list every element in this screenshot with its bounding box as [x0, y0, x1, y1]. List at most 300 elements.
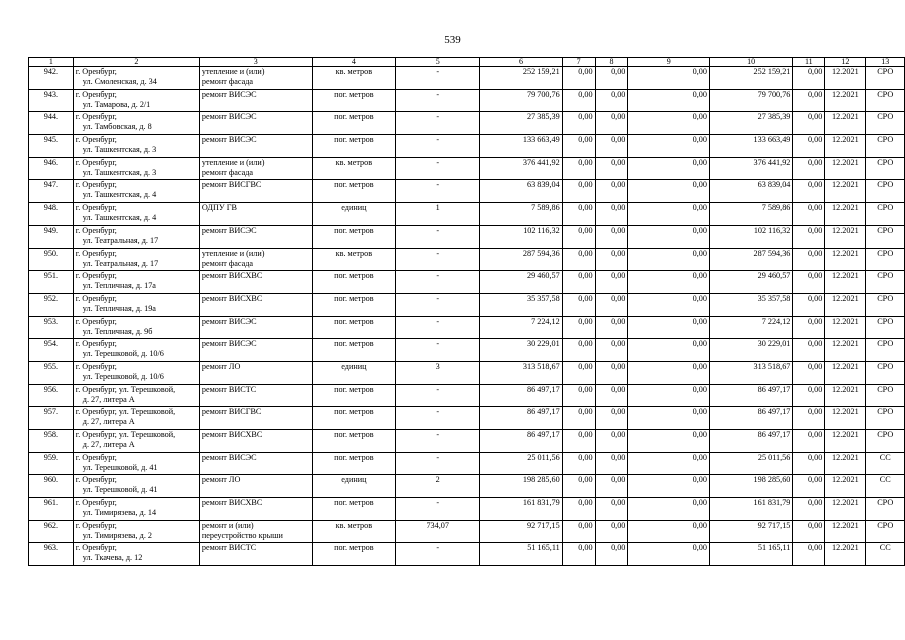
address — [73, 248, 199, 271]
column-header-2: 2 — [73, 58, 199, 67]
quantity: - — [396, 157, 480, 180]
address — [73, 293, 199, 316]
col10-value: 161 831,79 — [709, 498, 792, 521]
quantity: - — [396, 293, 480, 316]
unit: пог. метров — [312, 135, 396, 158]
col7-value: 0,00 — [562, 316, 595, 339]
col8-value: 0,00 — [595, 339, 628, 362]
total-cost: 287 594,36 — [480, 248, 562, 271]
col9-value: 0,00 — [628, 316, 710, 339]
col11-value: 0,00 — [793, 498, 825, 521]
unit: единиц — [312, 475, 396, 498]
row-number: 948. — [29, 203, 74, 226]
method: СРО — [866, 339, 905, 362]
unit: единиц — [312, 203, 396, 226]
col7-value: 0,00 — [562, 475, 595, 498]
col11-value: 0,00 — [793, 384, 825, 407]
work-type-line-1: ремонт ВИСЭС — [201, 89, 257, 99]
work-type — [199, 225, 312, 248]
table-row — [29, 520, 905, 543]
unit: пог. метров — [312, 384, 396, 407]
col10-value: 313 518,67 — [709, 361, 792, 384]
address-line-1: г. Оренбург, — [75, 180, 117, 190]
total-cost: 92 717,15 — [480, 520, 562, 543]
address-line-1: г. Оренбург, — [75, 67, 117, 76]
col8-value: 0,00 — [595, 498, 628, 521]
col10-value: 86 497,17 — [709, 407, 792, 430]
table-row — [29, 339, 905, 362]
col7-value: 0,00 — [562, 452, 595, 475]
col11-value: 0,00 — [793, 339, 825, 362]
row-number: 942. — [29, 67, 74, 90]
work-type — [199, 407, 312, 430]
col7-value: 0,00 — [562, 520, 595, 543]
row-number: 958. — [29, 430, 74, 453]
col8-value: 0,00 — [595, 203, 628, 226]
address-line-2: ул. Тепличная, д. 17а — [82, 281, 156, 291]
col9-value: 0,00 — [628, 203, 710, 226]
table-row — [29, 89, 905, 112]
method: СРО — [866, 89, 905, 112]
total-cost: 376 441,92 — [480, 157, 562, 180]
method: СРО — [866, 384, 905, 407]
col10-value: 63 839,04 — [709, 180, 792, 203]
address-line-1: г. Оренбург, — [75, 475, 117, 485]
col9-value: 0,00 — [628, 452, 710, 475]
col7-value: 0,00 — [562, 543, 595, 566]
unit: пог. метров — [312, 225, 396, 248]
col7-value: 0,00 — [562, 135, 595, 158]
table-row — [29, 135, 905, 158]
table-row — [29, 157, 905, 180]
deadline: 12.2021 — [825, 67, 866, 90]
address — [73, 180, 199, 203]
table-row — [29, 271, 905, 294]
address-line-2: ул. Ташкентская, д. 3 — [82, 167, 157, 177]
unit: пог. метров — [312, 430, 396, 453]
col9-value: 0,00 — [628, 361, 710, 384]
col7-value: 0,00 — [562, 498, 595, 521]
unit: пог. метров — [312, 293, 396, 316]
row-number: 953. — [29, 316, 74, 339]
page-number: 539 — [444, 34, 461, 46]
col7-value: 0,00 — [562, 407, 595, 430]
table-row — [29, 475, 905, 498]
unit: пог. метров — [312, 316, 396, 339]
col9-value: 0,00 — [628, 89, 710, 112]
address-line-1: г. Оренбург, — [75, 316, 117, 326]
method: СРО — [866, 112, 905, 135]
table-row — [29, 203, 905, 226]
col9-value: 0,00 — [628, 271, 710, 294]
address-line-1: г. Оренбург, — [75, 248, 117, 258]
row-number: 944. — [29, 112, 74, 135]
total-cost: 161 831,79 — [480, 498, 562, 521]
quantity: - — [396, 498, 480, 521]
address — [73, 203, 199, 226]
deadline: 12.2021 — [825, 543, 866, 566]
address-line-1: г. Оренбург, — [75, 543, 117, 553]
quantity: - — [396, 339, 480, 362]
address — [73, 271, 199, 294]
row-number: 959. — [29, 452, 74, 475]
method: СРО — [866, 520, 905, 543]
deadline: 12.2021 — [825, 475, 866, 498]
col8-value: 0,00 — [595, 157, 628, 180]
deadline: 12.2021 — [825, 339, 866, 362]
method: СРО — [866, 180, 905, 203]
col9-value: 0,00 — [628, 407, 710, 430]
table-row — [29, 316, 905, 339]
address-line-2: д. 27, литера А — [82, 394, 135, 404]
unit: кв. метров — [312, 520, 396, 543]
work-type — [199, 520, 312, 543]
col9-value: 0,00 — [628, 67, 710, 90]
quantity: - — [396, 384, 480, 407]
address-line-2: ул. Тамарова, д. 2/1 — [82, 99, 151, 109]
col8-value: 0,00 — [595, 384, 628, 407]
address-line-2: ул. Тимирязева, д. 2 — [82, 530, 153, 540]
col11-value: 0,00 — [793, 89, 825, 112]
address-line-2: ул. Тамбовская, д. 8 — [82, 122, 152, 132]
col11-value: 0,00 — [793, 157, 825, 180]
col11-value: 0,00 — [793, 543, 825, 566]
col7-value: 0,00 — [562, 293, 595, 316]
table-row — [29, 498, 905, 521]
col11-value: 0,00 — [793, 180, 825, 203]
col7-value: 0,00 — [562, 430, 595, 453]
table-row — [29, 67, 905, 90]
total-cost: 7 589,86 — [480, 203, 562, 226]
table-body — [29, 67, 905, 566]
work-type — [199, 384, 312, 407]
table-row — [29, 112, 905, 135]
deadline: 12.2021 — [825, 452, 866, 475]
col9-value: 0,00 — [628, 339, 710, 362]
table-row — [29, 452, 905, 475]
col7-value: 0,00 — [562, 157, 595, 180]
work-type-line-1: ремонт ВИСХВС — [201, 498, 263, 508]
address — [73, 452, 199, 475]
work-type — [199, 452, 312, 475]
table-row — [29, 248, 905, 271]
column-header-4: 4 — [312, 58, 396, 67]
col11-value: 0,00 — [793, 225, 825, 248]
method: СРО — [866, 271, 905, 294]
method: СРО — [866, 225, 905, 248]
work-type-line-1: ремонт ВИСГВС — [201, 180, 262, 190]
method: СРО — [866, 293, 905, 316]
row-number: 952. — [29, 293, 74, 316]
work-type-line-1: ремонт ВИСТС — [201, 543, 257, 553]
quantity: - — [396, 225, 480, 248]
col8-value: 0,00 — [595, 293, 628, 316]
col11-value: 0,00 — [793, 452, 825, 475]
address-line-1: г. Оренбург, — [75, 203, 117, 213]
work-type-line-1: ремонт ВИСЭС — [201, 112, 257, 122]
work-type-line-1: утепление и (или) — [201, 248, 265, 258]
col7-value: 0,00 — [562, 361, 595, 384]
deadline: 12.2021 — [825, 498, 866, 521]
address — [73, 67, 199, 90]
deadline: 12.2021 — [825, 316, 866, 339]
unit: пог. метров — [312, 89, 396, 112]
col10-value: 102 116,32 — [709, 225, 792, 248]
quantity: - — [396, 407, 480, 430]
col7-value: 0,00 — [562, 203, 595, 226]
col8-value: 0,00 — [595, 361, 628, 384]
col11-value: 0,00 — [793, 271, 825, 294]
address-line-2: д. 27, литера А — [82, 440, 135, 449]
total-cost: 313 518,67 — [480, 361, 562, 384]
col7-value: 0,00 — [562, 67, 595, 90]
unit: пог. метров — [312, 271, 396, 294]
row-number: 961. — [29, 498, 74, 521]
work-type — [199, 475, 312, 498]
address-line-1: г. Оренбург, — [75, 452, 117, 462]
work-type-line-1: утепление и (или) — [201, 67, 265, 76]
address-line-2: д. 27, литера А — [82, 417, 135, 427]
address-line-1: г. Оренбург, — [75, 520, 117, 530]
address-line-1: г. Оренбург, — [75, 498, 117, 508]
address-line-1: г. Оренбург, — [75, 112, 117, 122]
quantity: 1 — [396, 203, 480, 226]
row-number: 949. — [29, 225, 74, 248]
address-line-2: ул. Ташкентская, д. 4 — [82, 190, 157, 200]
work-type-line-1: утепление и (или) — [201, 157, 265, 167]
work-type — [199, 89, 312, 112]
total-cost: 86 497,17 — [480, 430, 562, 453]
col8-value: 0,00 — [595, 271, 628, 294]
column-header-8: 8 — [595, 58, 628, 67]
quantity: - — [396, 271, 480, 294]
unit: пог. метров — [312, 339, 396, 362]
total-cost: 252 159,21 — [480, 67, 562, 90]
total-cost: 51 165,11 — [480, 543, 562, 566]
col8-value: 0,00 — [595, 430, 628, 453]
col9-value: 0,00 — [628, 135, 710, 158]
method: СРО — [866, 135, 905, 158]
address-line-1: г. Оренбург, — [75, 157, 117, 167]
total-cost: 7 224,12 — [480, 316, 562, 339]
address-line-1: г. Оренбург, — [75, 135, 117, 145]
work-type-line-1: ремонт ВИСХВС — [201, 430, 263, 439]
address-line-1: г. Оренбург, — [75, 293, 117, 303]
col10-value: 51 165,11 — [709, 543, 792, 566]
unit: кв. метров — [312, 248, 396, 271]
work-type-line-2: ремонт фасада — [201, 77, 254, 86]
method: СРО — [866, 430, 905, 453]
col10-value: 86 497,17 — [709, 384, 792, 407]
work-type — [199, 430, 312, 453]
table-row — [29, 225, 905, 248]
quantity: - — [396, 452, 480, 475]
column-header-7: 7 — [562, 58, 595, 67]
col10-value: 133 663,49 — [709, 135, 792, 158]
method: СС — [866, 543, 905, 566]
address — [73, 384, 199, 407]
address-line-2: ул. Ткачева, д. 12 — [82, 553, 143, 563]
table-row — [29, 361, 905, 384]
work-type — [199, 157, 312, 180]
deadline: 12.2021 — [825, 135, 866, 158]
address-line-2: ул. Терешковой, д. 10/6 — [82, 349, 164, 359]
row-number: 946. — [29, 157, 74, 180]
work-type-line-1: ремонт ВИСЭС — [201, 339, 257, 349]
deadline: 12.2021 — [825, 407, 866, 430]
address-line-1: г. Оренбург, ул. Терешковой, — [75, 407, 176, 417]
col9-value: 0,00 — [628, 293, 710, 316]
address-line-1: г. Оренбург, — [75, 339, 117, 349]
address — [73, 89, 199, 112]
address — [73, 135, 199, 158]
work-type — [199, 271, 312, 294]
row-number: 963. — [29, 543, 74, 566]
work-type — [199, 248, 312, 271]
deadline: 12.2021 — [825, 112, 866, 135]
col10-value: 27 385,39 — [709, 112, 792, 135]
col10-value: 92 717,15 — [709, 520, 792, 543]
quantity: - — [396, 135, 480, 158]
address — [73, 407, 199, 430]
col8-value: 0,00 — [595, 225, 628, 248]
total-cost: 86 497,17 — [480, 384, 562, 407]
work-type-line-1: ремонт ВИСЭС — [201, 452, 257, 462]
row-number: 943. — [29, 89, 74, 112]
address-line-2: ул. Тепличная, д. 9б — [82, 326, 153, 336]
work-type-line-1: ОДПУ ГВ — [201, 203, 237, 213]
row-number: 962. — [29, 520, 74, 543]
col11-value: 0,00 — [793, 361, 825, 384]
total-cost: 79 700,76 — [480, 89, 562, 112]
deadline: 12.2021 — [825, 520, 866, 543]
quantity: - — [396, 316, 480, 339]
quantity: - — [396, 89, 480, 112]
col10-value: 287 594,36 — [709, 248, 792, 271]
address-line-1: г. Оренбург, ул. Терешковой, — [75, 430, 176, 439]
col11-value: 0,00 — [793, 67, 825, 90]
col9-value: 0,00 — [628, 248, 710, 271]
quantity: 3 — [396, 361, 480, 384]
row-number: 956. — [29, 384, 74, 407]
work-type — [199, 498, 312, 521]
unit: кв. метров — [312, 67, 396, 90]
total-cost: 86 497,17 — [480, 407, 562, 430]
address — [73, 430, 199, 453]
work-type — [199, 203, 312, 226]
unit: пог. метров — [312, 543, 396, 566]
address — [73, 339, 199, 362]
total-cost: 102 116,32 — [480, 225, 562, 248]
col7-value: 0,00 — [562, 384, 595, 407]
table-row — [29, 430, 905, 453]
work-type-line-1: ремонт ВИСХВС — [201, 271, 263, 281]
col7-value: 0,00 — [562, 271, 595, 294]
quantity: - — [396, 180, 480, 203]
address-line-2: ул. Тимирязева, д. 14 — [82, 508, 157, 518]
col8-value: 0,00 — [595, 452, 628, 475]
method: СРО — [866, 498, 905, 521]
address-line-2: ул. Театральная, д. 17 — [82, 235, 159, 245]
work-type-line-1: ремонт и (или) — [201, 520, 254, 530]
quantity: 2 — [396, 475, 480, 498]
unit: пог. метров — [312, 452, 396, 475]
col9-value: 0,00 — [628, 430, 710, 453]
col11-value: 0,00 — [793, 407, 825, 430]
address-line-2: ул. Терешковой, д. 10/6 — [82, 371, 164, 381]
method: СРО — [866, 67, 905, 90]
deadline: 12.2021 — [825, 89, 866, 112]
work-type — [199, 293, 312, 316]
work-type-line-1: ремонт ВИСЭС — [201, 225, 257, 235]
column-header-1: 1 — [29, 58, 74, 67]
row-number: 960. — [29, 475, 74, 498]
table-row — [29, 180, 905, 203]
work-type-line-1: ремонт ЛО — [201, 361, 241, 371]
table-row — [29, 543, 905, 566]
quantity: - — [396, 67, 480, 90]
col10-value: 7 589,86 — [709, 203, 792, 226]
address-line-1: г. Оренбург, — [75, 271, 117, 281]
col11-value: 0,00 — [793, 430, 825, 453]
method: СС — [866, 475, 905, 498]
total-cost: 63 839,04 — [480, 180, 562, 203]
col9-value: 0,00 — [628, 498, 710, 521]
address-line-2: ул. Смоленская, д. 34 — [82, 77, 157, 86]
deadline: 12.2021 — [825, 271, 866, 294]
address-line-2: ул. Терешковой, д. 41 — [82, 462, 158, 472]
col10-value: 29 460,57 — [709, 271, 792, 294]
address-line-2: ул. Ташкентская, д. 3 — [82, 145, 157, 155]
col9-value: 0,00 — [628, 225, 710, 248]
row-number: 945. — [29, 135, 74, 158]
work-type-line-1: ремонт ВИСГВС — [201, 407, 262, 417]
col8-value: 0,00 — [595, 407, 628, 430]
column-header-11: 11 — [793, 58, 825, 67]
work-type — [199, 135, 312, 158]
row-number: 947. — [29, 180, 74, 203]
unit: пог. метров — [312, 498, 396, 521]
method: СРО — [866, 248, 905, 271]
column-header-3: 3 — [199, 58, 312, 67]
col8-value: 0,00 — [595, 135, 628, 158]
col7-value: 0,00 — [562, 225, 595, 248]
col8-value: 0,00 — [595, 112, 628, 135]
col8-value: 0,00 — [595, 316, 628, 339]
col9-value: 0,00 — [628, 475, 710, 498]
total-cost: 25 011,56 — [480, 452, 562, 475]
total-cost: 133 663,49 — [480, 135, 562, 158]
address — [73, 475, 199, 498]
col10-value: 79 700,76 — [709, 89, 792, 112]
col11-value: 0,00 — [793, 135, 825, 158]
work-type-line-1: ремонт ВИСЭС — [201, 316, 257, 326]
address-line-1: г. Оренбург, ул. Терешковой, — [75, 384, 176, 394]
col11-value: 0,00 — [793, 475, 825, 498]
col10-value: 198 285,60 — [709, 475, 792, 498]
column-header-13: 13 — [866, 58, 905, 67]
address — [73, 157, 199, 180]
col8-value: 0,00 — [595, 180, 628, 203]
col9-value: 0,00 — [628, 543, 710, 566]
col9-value: 0,00 — [628, 384, 710, 407]
unit: единиц — [312, 361, 396, 384]
method: СРО — [866, 203, 905, 226]
deadline: 12.2021 — [825, 430, 866, 453]
column-header-5: 5 — [396, 58, 480, 67]
col8-value: 0,00 — [595, 248, 628, 271]
work-type-line-1: ремонт ВИСЭС — [201, 135, 257, 145]
